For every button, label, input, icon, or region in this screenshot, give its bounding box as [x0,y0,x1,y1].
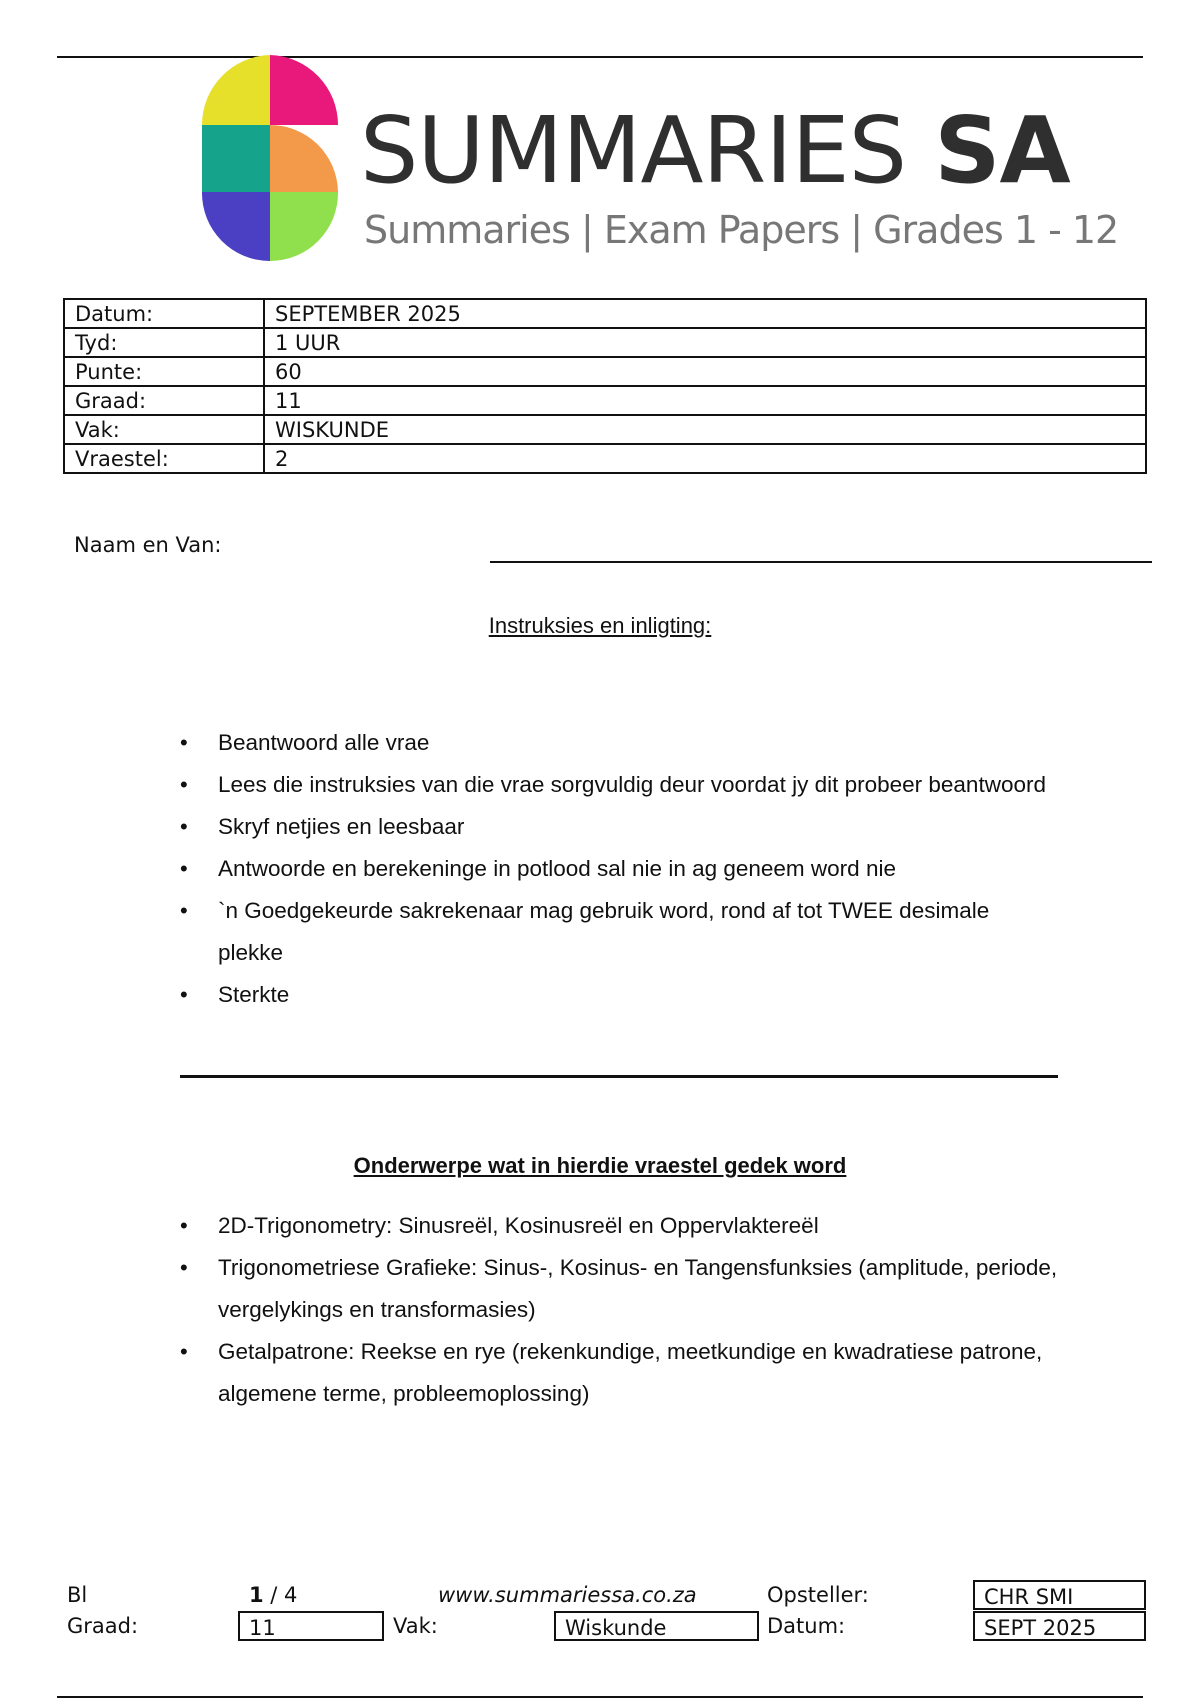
footer-datum-label: Datum: [767,1614,846,1638]
list-item: • Getalpatrone: Reekse en rye (rekenkundige, meetkundige en kwadratiese patrone, algemene terme, probleemoplossing) [180,1331,1060,1415]
logo-green-quadrant [270,192,338,261]
info-row [64,415,1146,444]
info-label: Punte: [64,357,264,386]
info-label: Datum: [64,299,264,328]
footer-page-number [249,1583,297,1607]
info-row [64,444,1146,473]
footer-website-link[interactable]: www.summariessa.co.za [438,1583,697,1607]
logo-teal-block [202,125,270,192]
brand-tagline: Summaries | Exam Papers | Grades 1 - 12 [364,208,1119,252]
footer-graad-label: Graad: [67,1614,139,1638]
list-item: • Trigonometriese Grafieke: Sinus-, Kosinus- en Tangensfunksies (amplitude, periode, vergelykings en transformasies) [180,1247,1060,1331]
list-item: • Antwoorde en berekeninge in potlood sal nie in ag geneem word nie [180,848,1060,890]
bottom-rule [57,1696,1143,1698]
info-value: 1 UUR [264,328,1146,357]
footer-vak-value: Wiskunde [554,1611,759,1641]
info-label: Vraestel: [64,444,264,473]
info-row [64,328,1146,357]
logo-pink-quadrant [270,55,338,125]
footer-vak-label: Vak: [393,1614,438,1638]
footer-datum-value: SEPT 2025 [973,1611,1146,1641]
footer-opsteller-label: Opsteller: [767,1583,869,1607]
info-label: Vak: [64,415,264,444]
instructions-divider [180,1075,1058,1078]
info-value: 2 [264,444,1146,473]
logo-orange-quadrant [270,125,338,192]
exam-info-table [63,298,1147,474]
info-value: SEPTEMBER 2025 [264,299,1146,328]
page-total: / 4 [263,1583,298,1607]
footer-graad-value: 11 [238,1611,384,1641]
list-item: • Sterkte [180,974,1060,1016]
info-value: 11 [264,386,1146,415]
info-label: Graad: [64,386,264,415]
brand-bold-text: SA [934,97,1070,204]
info-row [64,299,1146,328]
name-label: Naam en Van: [74,533,222,557]
footer-bl-label: Bl [67,1583,88,1607]
info-label: Tyd: [64,328,264,357]
instructions-title: Instruksies en inligting: [488,613,712,638]
info-value: 60 [264,357,1146,386]
summaries-sa-logo-icon [200,55,340,261]
info-value: WISKUNDE [264,415,1146,444]
logo-yellow-quadrant [202,55,270,125]
logo-purple-quadrant [202,192,270,261]
brand-name [360,97,1070,204]
list-item: • Skryf netjies en leesbaar [180,806,1060,848]
info-row [64,357,1146,386]
footer-opsteller-value: CHR SMI [973,1580,1146,1610]
page-current: 1 [249,1583,264,1607]
brand-main-text: SUMMARIES [360,97,907,204]
list-item: • `n Goedgekeurde sakrekenaar mag gebruik word, rond af tot TWEE desimale plekke [180,890,1060,974]
name-line[interactable] [490,561,1152,563]
info-row [64,386,1146,415]
instructions-list [180,722,1060,1016]
list-item: • Lees die instruksies van die vrae sorgvuldig deur voordat jy dit probeer beantwoord [180,764,1060,806]
list-item: • Beantwoord alle vrae [180,722,1060,764]
list-item: • 2D-Trigonometry: Sinusreël, Kosinusreël en Oppervlaktereël [180,1205,1060,1247]
topics-list [180,1205,1060,1415]
topics-title: Onderwerpe wat in hierdie vraestel gedek word [353,1153,847,1178]
